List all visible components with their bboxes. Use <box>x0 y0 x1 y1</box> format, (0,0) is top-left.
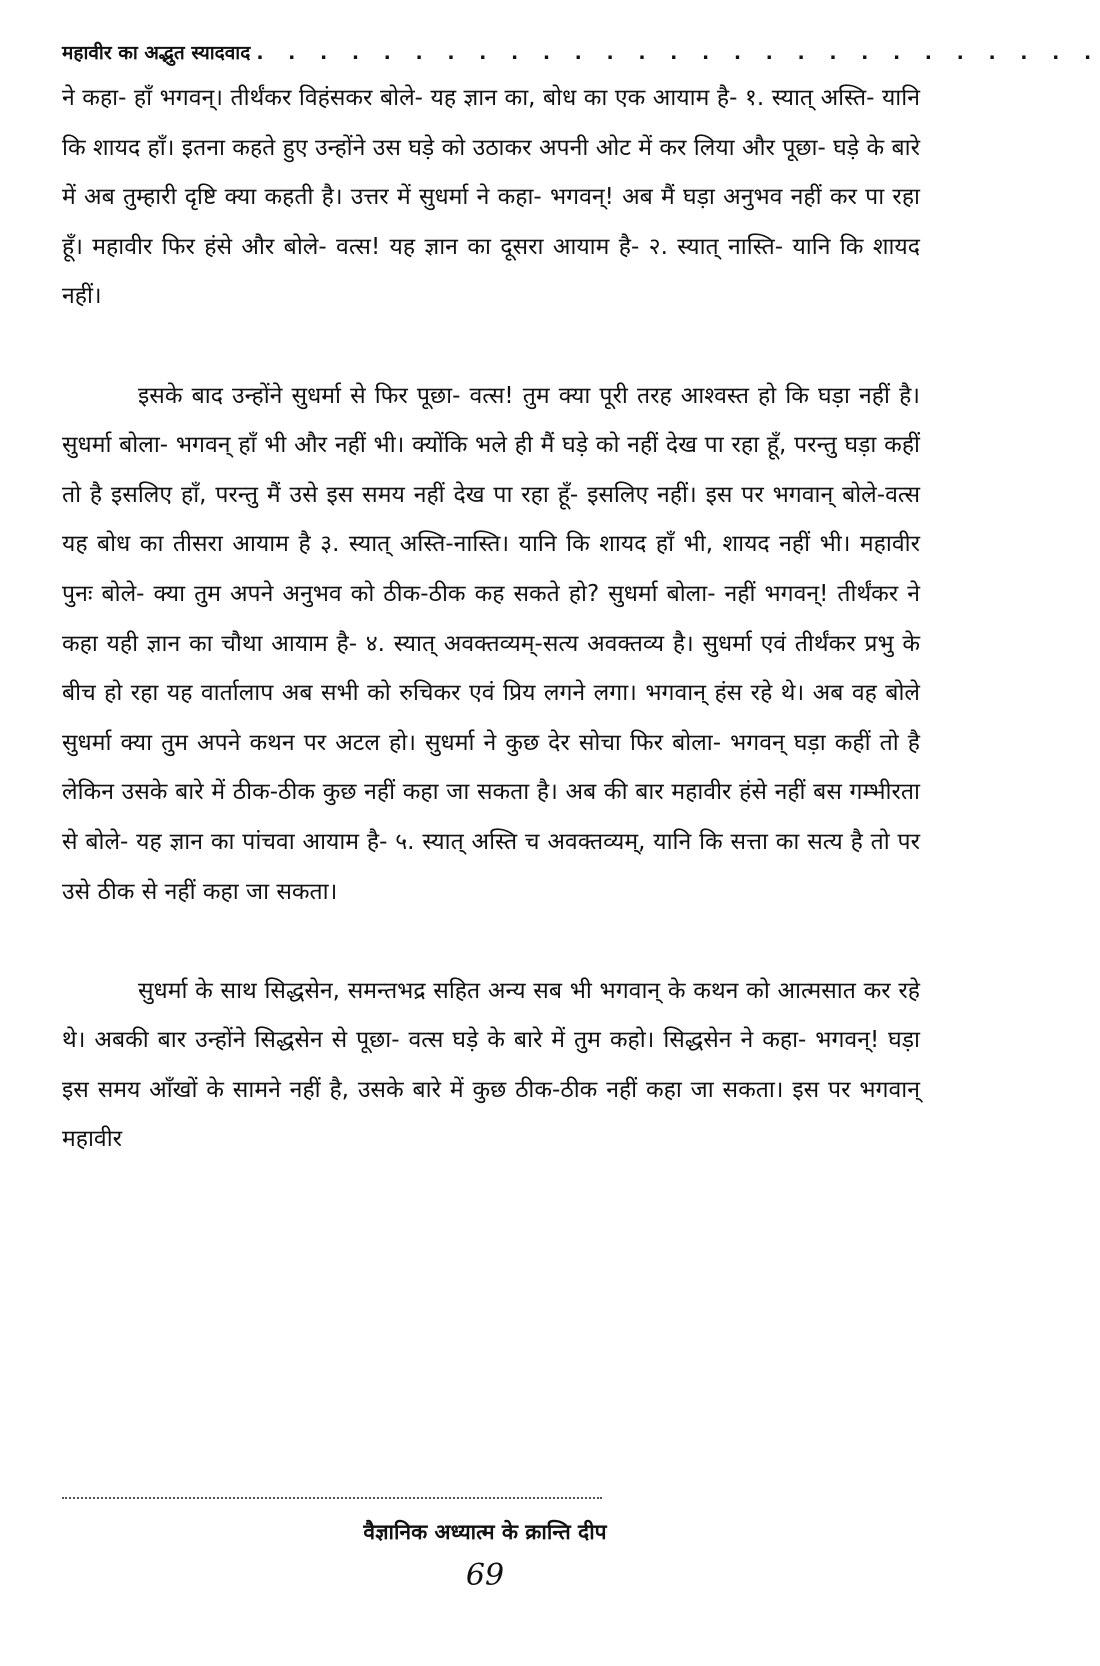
paragraph-continued: ने कहा- हाँ भगवन्। तीर्थंकर विहंसकर बोले- यह ज्ञान का, बोध का एक आयाम है- १. स्यात् अस्ति- यानि कि शायद हाँ। इतना कहते हुए उन्होंने उस घड़े को उठाकर अपनी ओट में कर लिया और पूछा- घड़े के बारे में अब तुम्हारी दृष्टि क्या कहती है। उत्तर में सुधर्मा ने कहा- भगवन्! अब मैं घड़ा अनुभव नहीं कर पा रहा हूँ। महावीर फिर हंसे और बोले- वत्स! यह ज्ञान का दूसरा आयाम है- २. स्यात् नास्ति- यानि कि शायद नहीं। <box>62 85 920 310</box>
paragraph: सुधर्मा के साथ सिद्धसेन, समन्तभद्र सहित अन्य सब भी भगवान् के कथन को आत्मसात कर रहे थे। अबकी बार उन्होंने सिद्धसेन से पूछा- वत्स घड़े के बारे में तुम कहो। सिद्धसेन ने कहा- भगवन्! घड़ा इस समय आँखों के सामने नहीं है, उसके बारे में कुछ ठीक-ठीक नहीं कहा जा सकता। इस पर भगवान् महावीर <box>62 977 920 1153</box>
body-text <box>62 74 920 1215</box>
paragraph: इसके बाद उन्होंने सुधर्मा से फिर पूछा- वत्स! तुम क्या पूरी तरह आश्वस्त हो कि घड़ा नहीं है। सुधर्मा बोला- भगवन् हाँ भी और नहीं भी। क्योंकि भले ही मैं घड़े को नहीं देख पा रहा हूँ, परन्तु घड़ा कहीं तो है इसलिए हाँ, परन्तु मैं उसे इस समय नहीं देख पा रहा हूँ- इसलिए नहीं। इस पर भगवान् बोले-वत्स यह बोध का तीसरा आयाम है ३. स्यात् अस्ति-नास्ति। यानि कि शायद हाँ भी, शायद नहीं भी। महावीर पुनः बोले- क्या तुम अपने अनुभव को ठीक-ठीक कह सकते हो? सुधर्मा बोला- नहीं भगवन्! तीर्थंकर ने कहा यही ज्ञान का चौथा आयाम है- ४. स्यात् अवक्तव्यम्-सत्य अवक्तव्य है। सुधर्मा एवं तीर्थंकर प्रभु के बीच हो रहा यह वार्तालाप अब सभी को रुचिकर एवं प्रिय लगने लगा। भगवान् हंस रहे थे। अब वह बोले सुधर्मा क्या तुम अपने कथन पर अटल हो। सुधर्मा ने कुछ देर सोचा फिर बोला- भगवन् घड़ा कहीं तो है लेकिन उसके बारे में ठीक-ठीक कुछ नहीं कहा जा सकता है। अब की बार महावीर हंसे नहीं बस गम्भीरता से बोले- यह ज्ञान का पांचवा आयाम है- ५. स्यात् अस्ति च अवक्तव्यम्, यानि कि सत्ता का सत्य है तो पर उसे ठीक से नहीं कहा जा सकता। <box>62 382 920 905</box>
running-header <box>62 38 1100 68</box>
running-title: महावीर का अद्भुत स्यादवाद <box>62 42 251 64</box>
footer-dotted-rule <box>62 1497 602 1499</box>
footer-book-title: वैज्ञानिक अध्यात्म के क्रान्ति दीप <box>363 1520 607 1544</box>
page-number: 69 <box>465 1558 505 1593</box>
header-dot-leader: . . . . . . . . . . . . . . . . . . . . . . . . . . . <box>256 42 1100 64</box>
